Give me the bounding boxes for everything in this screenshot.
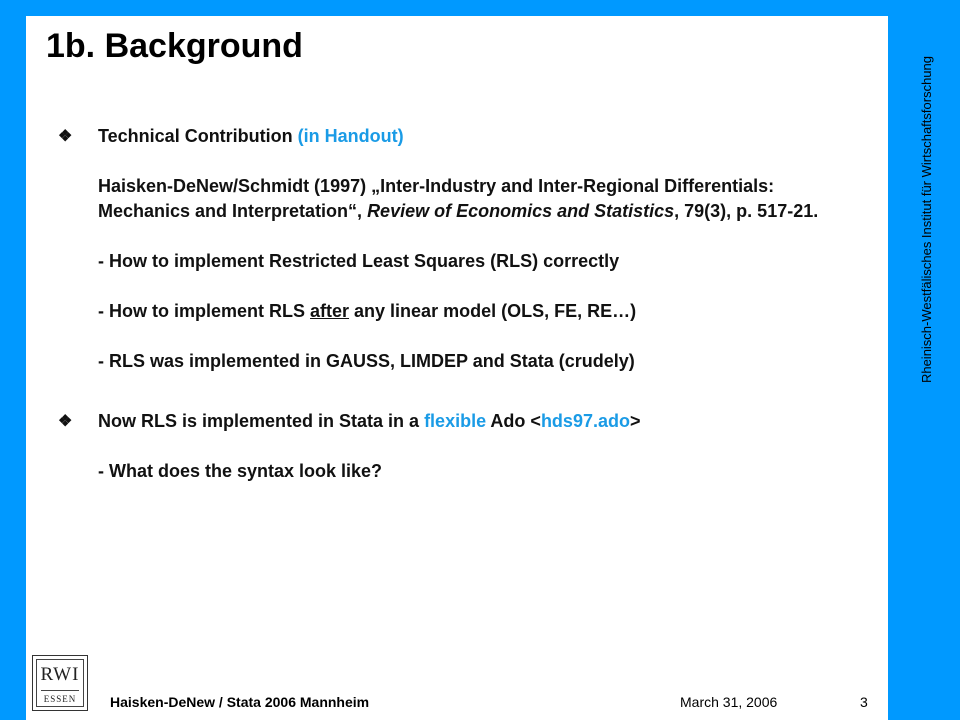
- bullet-technical-contribution: [58, 124, 858, 149]
- citation: [98, 174, 858, 224]
- logo-city: ESSEN: [43, 694, 77, 704]
- footer-author: Haisken-DeNew / Stata 2006 Mannheim: [110, 694, 370, 710]
- bullet-heading-label: Technical Contribution: [98, 126, 298, 146]
- bullet-now-rls: [58, 409, 858, 434]
- bullet-heading-accent: (in Handout): [297, 126, 404, 146]
- bullet-text: Ado <: [486, 411, 541, 431]
- citation-journal: Review of Economics and Statistics: [367, 201, 675, 221]
- point-rls-after-linear: [98, 299, 858, 324]
- diamond-bullet-icon: ❖: [58, 413, 73, 430]
- citation-text: Haisken-DeNew/Schmidt (1997) „Inter-Industry and Inter-Regional Differentials: Mechanics and Interpretation“,: [98, 176, 775, 221]
- point-text: - How to implement RLS: [98, 301, 311, 321]
- logo-divider: [41, 690, 79, 691]
- slide-title: 1b. Background: [46, 27, 303, 65]
- citation-details: , 79(3), p. 517-21.: [674, 201, 819, 221]
- institute-vertical-label: [915, 20, 937, 420]
- footer-page-number: 3: [860, 694, 868, 710]
- slide-canvas: [26, 16, 888, 720]
- bullet-text: >: [629, 411, 641, 431]
- point-rls-implemented: - RLS was implemented in GAUSS, LIMDEP and Stata (crudely): [98, 351, 635, 371]
- logo-name: RWI: [40, 664, 80, 685]
- bullet-text: Now RLS is implemented in Stata in a: [98, 411, 425, 431]
- institute-name: Rheinisch-Westfälisches Institut für Wirtschaftsforschung: [918, 56, 934, 384]
- footer-date: March 31, 2006: [680, 694, 778, 710]
- point-syntax: - What does the syntax look like?: [98, 461, 383, 481]
- bullet-accent-ado: hds97.ado: [540, 411, 630, 431]
- bullet-accent-flexible: flexible: [424, 411, 487, 431]
- slide-content: [58, 124, 858, 484]
- bullet-now-rls-text: [98, 409, 640, 434]
- point-text: any linear model (OLS, FE, RE…): [349, 301, 637, 321]
- point-rls-correctly: - How to implement Restricted Least Squares (RLS) correctly: [98, 251, 620, 271]
- logo-frame: [36, 659, 84, 707]
- rwi-logo: [32, 655, 88, 711]
- diamond-bullet-icon: ❖: [58, 128, 73, 145]
- point-underlined: after: [310, 301, 350, 321]
- bullet-heading: [98, 124, 404, 149]
